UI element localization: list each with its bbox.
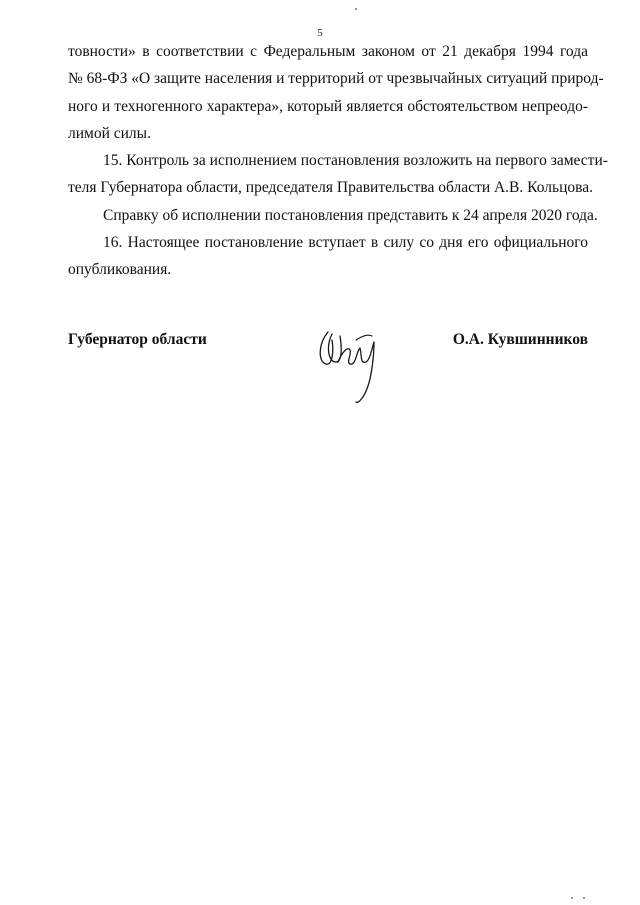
text-line: товности» в соответствии с Федеральным законом от 21 декабря 1994 года (68, 43, 588, 60)
text-line: теля Губернатора области, председателя Правительства области А.В. Кольцова. (68, 179, 593, 197)
scan-speck (355, 8, 357, 10)
paragraph-report (68, 202, 598, 229)
scan-speck (583, 897, 585, 899)
text-line: ного и техногенного характера», который является обстоятельством непреодо- (68, 97, 588, 115)
text-line: 15. Контроль за исполнением постановления возложить на первого замести- (103, 152, 608, 170)
text-line: лимой силы. (68, 124, 151, 142)
paragraph-15-control (68, 147, 608, 202)
paragraph-force-majeure (68, 38, 604, 147)
text-line: Справку об исполнении постановления представить к 24 апреля 2020 года. (103, 206, 598, 224)
signatory-name: О.А. Кувшинников (452, 331, 588, 348)
text-line: № 68-ФЗ «О защите населения и территорий от чрезвычайных ситуаций природ- (68, 70, 604, 88)
scan-speck (571, 897, 573, 899)
text-line: опубликования. (68, 261, 172, 279)
handwritten-signature (316, 322, 388, 404)
document-body (68, 38, 608, 284)
text-line: 16. Настоящее постановление вступает в силу со дня его официального (103, 234, 588, 252)
paragraph-16-effect (68, 229, 588, 284)
signatory-title: Губернатор области (68, 331, 207, 348)
signature-block (68, 328, 588, 408)
page-number: 5 (317, 27, 323, 39)
